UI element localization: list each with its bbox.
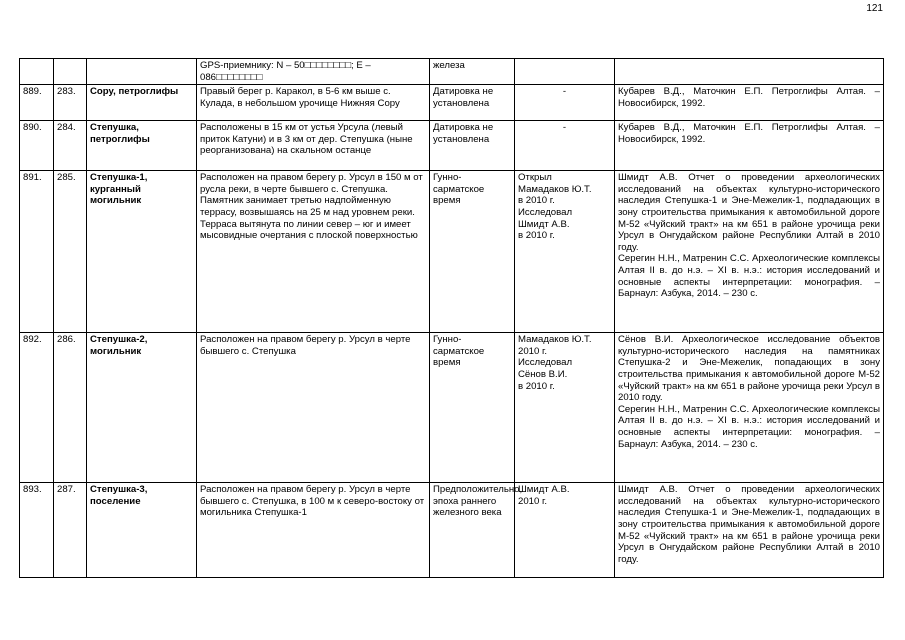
research-cell	[515, 171, 615, 333]
row-subnumber	[54, 59, 87, 85]
research-line: Сёнов В.И.	[518, 368, 568, 380]
literature-cell	[615, 483, 884, 578]
research-line: в 2010 г.	[518, 380, 555, 392]
research-line: Шмидт А.В.	[518, 218, 570, 230]
research-cell	[515, 333, 615, 483]
research-cell	[515, 483, 615, 578]
research-line: Мамадаков Ю.Т.	[518, 183, 592, 195]
table-row	[20, 121, 884, 171]
literature-cell	[615, 171, 884, 333]
dating-cell: Гунно-сарматское время	[430, 171, 515, 333]
research-line: 2010 г.	[518, 345, 548, 357]
literature-entry: Серегин Н.Н., Матренин С.С. Археологические комплексы Алтая II в. до н.э. – XI в. н.э.: история исследований и основные аспекты интерпретации: монография. – Барнаул: Азбука, 2014. – 230 с.	[618, 253, 880, 300]
location-cell: Правый берег р. Каракол, в 5-6 км выше с. Кулада, в небольшом урочище Нижняя Сору	[197, 85, 430, 121]
dating-cell: Датировка не установлена	[430, 121, 515, 171]
research-line: Исследовал	[518, 357, 573, 369]
literature-cell	[615, 333, 884, 483]
research-line: Исследовал	[518, 206, 573, 218]
row-number: 891.	[20, 171, 54, 333]
monuments-table	[19, 58, 884, 578]
row-subnumber: 287.	[54, 483, 87, 578]
literature-cell: Кубарев В.Д., Маточкин Е.П. Петроглифы Алтая. – Новосибирск, 1992.	[615, 121, 884, 171]
literature-entry: Сёнов В.И. Археологическое исследование объектов культурно-исторического наследия на памятниках Степушка-2 и Эне-Межелик, попадающих в зону строительства примыкания к автомобильной дороге М-52 «Чуйский тракт» на км 651 в районе урочища реки Урсул в 2010 году.	[618, 334, 880, 404]
row-number: 892.	[20, 333, 54, 483]
monument-name: Степушка-1, курганный могильник	[87, 171, 197, 333]
row-subnumber: 285.	[54, 171, 87, 333]
literature-cell: Кубарев В.Д., Маточкин Е.П. Петроглифы Алтая. – Новосибирск, 1992.	[615, 85, 884, 121]
table-row	[20, 85, 884, 121]
row-number: 889.	[20, 85, 54, 121]
research-line: 2010 г.	[518, 495, 548, 507]
location-cell: GPS-приемнику: N – 50□□□□□□□□; E – 086□□□□□□□□	[197, 59, 430, 85]
research-cell: -	[515, 121, 615, 171]
literature-cell	[615, 59, 884, 85]
research-line: в 2010 г.	[518, 230, 555, 242]
monument-name: Степушка-2, могильник	[87, 333, 197, 483]
location-cell: Расположен на правом берегу р. Урсул в черте бывшего с. Степушка	[197, 333, 430, 483]
table-row	[20, 483, 884, 578]
page-number: 121	[866, 3, 883, 14]
research-line: Открыл	[518, 172, 552, 184]
table-row	[20, 333, 884, 483]
research-line: Мамадаков Ю.Т.	[518, 334, 592, 346]
row-subnumber: 286.	[54, 333, 87, 483]
literature-entry: Шмидт А.В. Отчет о проведении археологических исследований на объектах культурно-исторического наследия Степушка-1 и Эне-Межелик-1, подпадающих в зону строительства примыкания к автомобильной дороге М-52 «Чуйский тракт» на км 651 в районе урочища реки Урсул в Онгудайском районе Республики Алтай в 2010 году.	[618, 484, 880, 565]
dating-cell: Датировка не установлена	[430, 85, 515, 121]
row-number	[20, 59, 54, 85]
monument-name: Степушка-3, поселение	[87, 483, 197, 578]
location-cell: Расположены в 15 км от устья Урсула (левый приток Катуни) и в 3 км от дер. Степушка (ныне реорганизована) на скальном останце	[197, 121, 430, 171]
literature-entry: Шмидт А.В. Отчет о проведении археологических исследований на объектах культурно-исторического наследия Степушка-1 и Эне-Межелик-1, подпадающих в зону строительства примыкания к автомобильной дороге М-52 «Чуйский тракт» на км 651 в районе урочища реки Урсул в Онгудайском районе Республики Алтай в 2010 году.	[618, 172, 880, 253]
research-cell	[515, 59, 615, 85]
table-row	[20, 59, 884, 85]
literature-entry: Серегин Н.Н., Матренин С.С. Археологические комплексы Алтая II в. до н.э. – XI в. н.э.: история исследований и основные аспекты интерпретации: монография. – Барнаул: Азбука, 2014. – 230 с.	[618, 403, 880, 450]
research-line: в 2010 г.	[518, 195, 555, 207]
table-row	[20, 171, 884, 333]
research-line: Шмидт А.В.	[518, 484, 570, 496]
dating-cell: Гунно-сарматское время	[430, 333, 515, 483]
monument-name	[87, 59, 197, 85]
dating-cell: железа	[430, 59, 515, 85]
dating-cell: Предположительно, эпоха раннего железного века	[430, 483, 515, 578]
row-subnumber: 284.	[54, 121, 87, 171]
monument-name: Сору, петроглифы	[87, 85, 197, 121]
row-number: 893.	[20, 483, 54, 578]
row-subnumber: 283.	[54, 85, 87, 121]
monument-name: Степушка, петроглифы	[87, 121, 197, 171]
research-cell: -	[515, 85, 615, 121]
location-cell: Расположен на правом берегу р. Урсул в черте бывшего с. Степушка, в 100 м к северо-востоку от могильника Степушка-1	[197, 483, 430, 578]
location-cell: Расположен на правом берегу р. Урсул в 150 м от русла реки, в черте бывшего с. Степушка. Памятник занимает третью надпойменную террасу, возвышаясь на 25 м над уровнем реки. Терраса вытянута по линии север – юг и имеет мысовидные очертания с плоской поверхностью	[197, 171, 430, 333]
row-number: 890.	[20, 121, 54, 171]
